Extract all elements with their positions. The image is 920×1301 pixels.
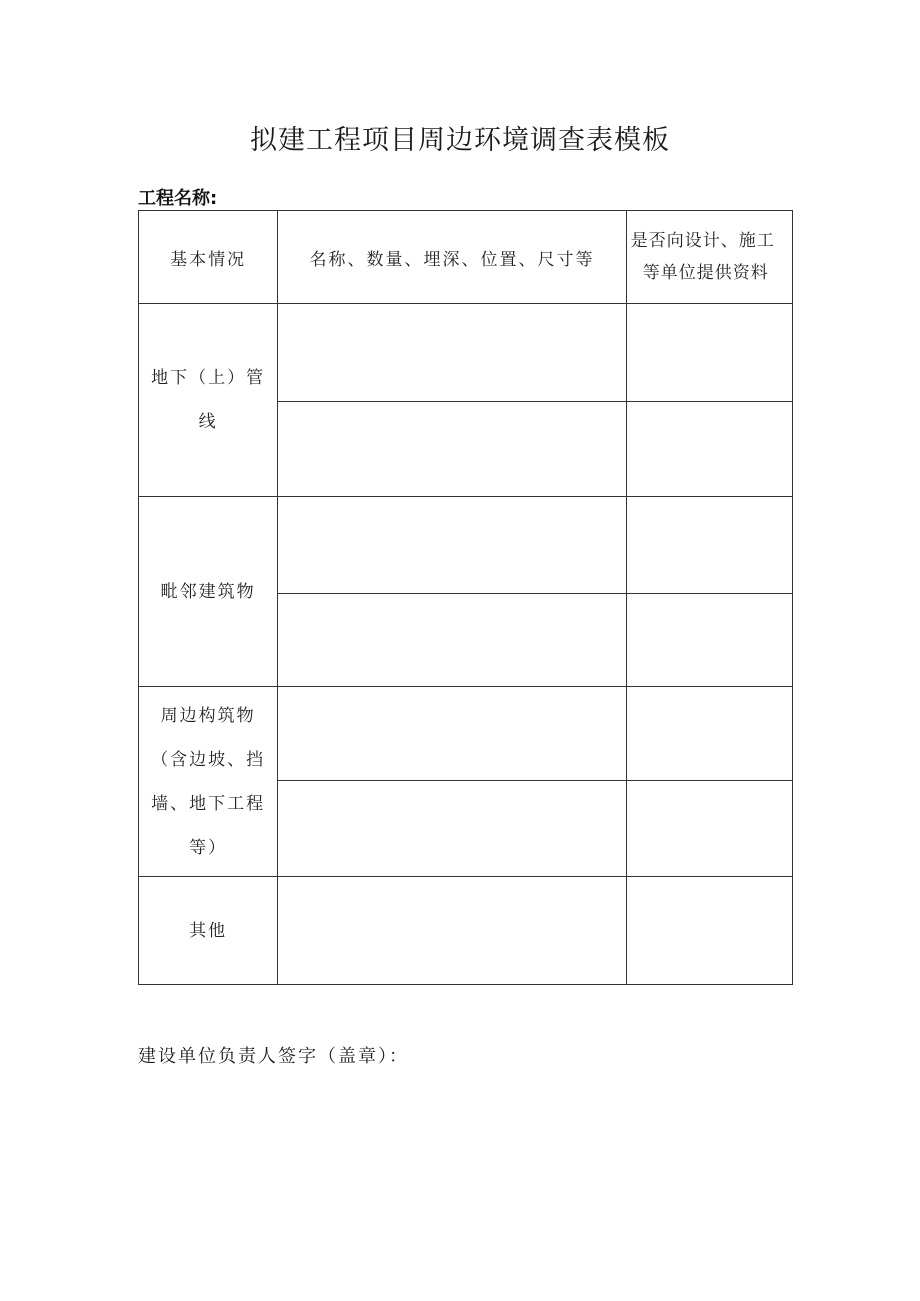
details-cell[interactable] bbox=[278, 497, 627, 594]
category-structures-line3: 墙、地下工程 bbox=[151, 793, 266, 814]
category-other-label: 其他 bbox=[189, 920, 228, 941]
provided-cell[interactable] bbox=[626, 781, 792, 877]
category-buildings-label: 毗邻建筑物 bbox=[160, 581, 256, 602]
table-row bbox=[139, 877, 793, 985]
category-pipelines bbox=[139, 304, 278, 497]
survey-table bbox=[138, 210, 793, 985]
document-title: 拟建工程项目周边环境调查表模板 bbox=[250, 125, 670, 156]
details-cell[interactable] bbox=[278, 402, 627, 497]
details-cell[interactable] bbox=[278, 781, 627, 877]
provided-cell[interactable] bbox=[626, 304, 792, 402]
details-cell[interactable] bbox=[278, 877, 627, 985]
table-row bbox=[139, 304, 793, 402]
category-pipelines-line1: 地下（上）管 bbox=[151, 368, 266, 388]
header-provided-info bbox=[626, 211, 792, 304]
details-cell[interactable] bbox=[278, 687, 627, 781]
category-pipelines-line2: 线 bbox=[198, 412, 218, 432]
details-cell[interactable] bbox=[278, 304, 627, 402]
provided-cell[interactable] bbox=[626, 877, 792, 985]
category-structures-line4: 等） bbox=[189, 837, 228, 858]
project-name-label: 工程名称: bbox=[138, 188, 218, 209]
provided-cell[interactable] bbox=[626, 402, 792, 497]
table-header-row bbox=[139, 211, 793, 304]
category-structures bbox=[139, 687, 278, 877]
table-row bbox=[139, 497, 793, 594]
header-details: 名称、数量、埋深、位置、尺寸等 bbox=[278, 211, 627, 304]
signature-label: 建设单位负责人签字（盖章）： bbox=[138, 1046, 409, 1067]
provided-cell[interactable] bbox=[626, 497, 792, 594]
category-structures-line1: 周边构筑物 bbox=[160, 705, 256, 726]
category-structures-line2: （含边坡、挡 bbox=[151, 749, 266, 770]
provided-cell[interactable] bbox=[626, 687, 792, 781]
category-other bbox=[139, 877, 278, 985]
table-row bbox=[139, 687, 793, 781]
category-buildings bbox=[139, 497, 278, 687]
details-cell[interactable] bbox=[278, 594, 627, 687]
header-basic-info: 基本情况 bbox=[139, 211, 278, 304]
header-provided-line1: 是否向设计、施工 bbox=[630, 231, 775, 251]
provided-cell[interactable] bbox=[626, 594, 792, 687]
header-provided-line2: 等单位提供资料 bbox=[642, 263, 769, 283]
